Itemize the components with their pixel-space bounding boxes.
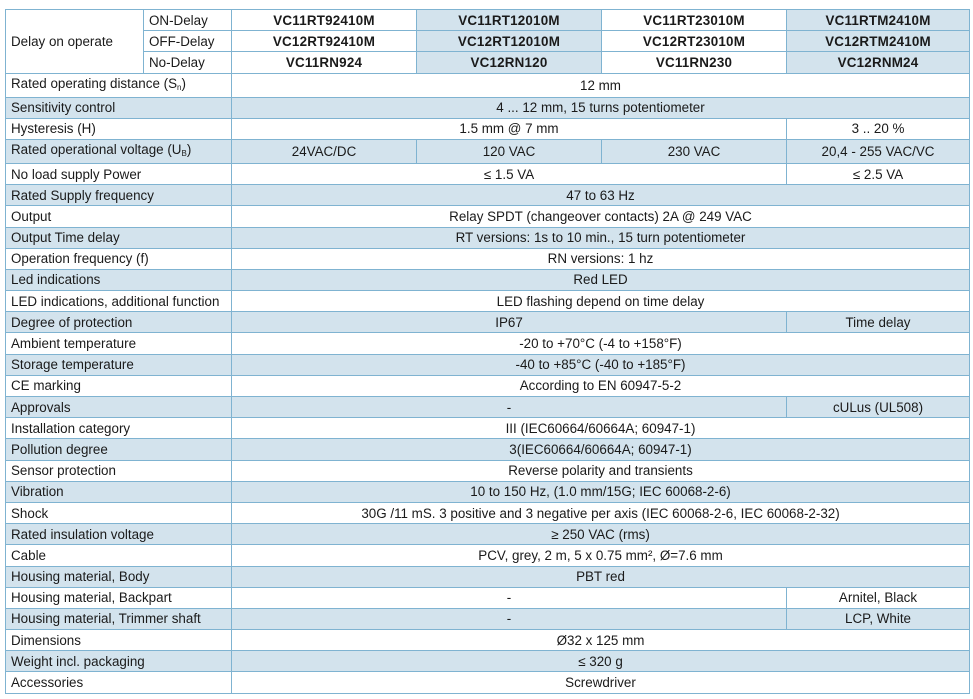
row-label: Storage temperature xyxy=(6,354,232,375)
row-value: 1.5 mm @ 7 mm xyxy=(232,118,787,139)
row-label: Housing material, Body xyxy=(6,566,232,587)
row-value: LED flashing depend on time delay xyxy=(232,291,970,312)
row-value: 24VAC/DC xyxy=(232,139,417,163)
row-value: ≤ 320 g xyxy=(232,651,970,672)
row-value: 3(IEC60664/60664A; 60947-1) xyxy=(232,439,970,460)
corner-label: Delay on operate xyxy=(6,10,144,74)
row-label: Rated operating distance $(S_n)$ xyxy=(6,73,232,97)
table-row xyxy=(6,608,970,629)
row-value: 20,4 - 255 VAC/VC xyxy=(787,139,970,163)
model-cell: VC12RT12010M xyxy=(417,31,602,52)
row-value: -40 to +85°C (-40 to +185°F) xyxy=(232,354,970,375)
row-value: ≤ 1.5 VA xyxy=(232,163,787,184)
row-label: No load supply Power xyxy=(6,163,232,184)
table-row xyxy=(6,545,970,566)
row-value: Relay SPDT (changeover contacts) 2A @ 249 VAC xyxy=(232,206,970,227)
mode-on-delay: ON-Delay xyxy=(144,10,232,31)
row-label: Output Time delay xyxy=(6,227,232,248)
table-row xyxy=(6,587,970,608)
table-row xyxy=(6,630,970,651)
row-label: Degree of protection xyxy=(6,312,232,333)
row-label: Housing material, Trimmer shaft xyxy=(6,608,232,629)
row-value: Red LED xyxy=(232,269,970,290)
table-row xyxy=(6,97,970,118)
table-row xyxy=(6,139,970,163)
model-cell: VC11RTM2410M xyxy=(787,10,970,31)
row-label: Vibration xyxy=(6,481,232,502)
row-value: -20 to +70°C (-4 to +158°F) xyxy=(232,333,970,354)
row-label: Sensitivity control xyxy=(6,97,232,118)
row-label: Housing material, Backpart xyxy=(6,587,232,608)
row-label: Pollution degree xyxy=(6,439,232,460)
mode-off-delay: OFF-Delay xyxy=(144,31,232,52)
row-value-last: LCP, White xyxy=(787,608,970,629)
table-row xyxy=(6,651,970,672)
row-value-last: cULus (UL508) xyxy=(787,397,970,418)
mode-no-delay: No-Delay xyxy=(144,52,232,73)
table-row xyxy=(6,206,970,227)
row-label: Weight incl. packaging xyxy=(6,651,232,672)
table-row xyxy=(6,672,970,693)
model-cell: VC12RT23010M xyxy=(602,31,787,52)
row-label: Led indications xyxy=(6,269,232,290)
table-row xyxy=(6,460,970,481)
row-label: Operation frequency (f) xyxy=(6,248,232,269)
row-value: - xyxy=(232,397,787,418)
row-label: LED indications, additional function xyxy=(6,291,232,312)
header-row-off-delay xyxy=(6,31,970,52)
row-value: IP67 xyxy=(232,312,787,333)
table-row xyxy=(6,118,970,139)
row-label: Hysteresis (H) xyxy=(6,118,232,139)
header-row-on-delay xyxy=(6,10,970,31)
table-row xyxy=(6,291,970,312)
table-row xyxy=(6,375,970,396)
row-label: Rated Supply frequency xyxy=(6,185,232,206)
model-cell: VC12RN120 xyxy=(417,52,602,73)
row-value: III (IEC60664/60664A; 60947-1) xyxy=(232,418,970,439)
row-value: 120 VAC xyxy=(417,139,602,163)
row-value: 12 mm xyxy=(232,73,970,97)
row-label: Installation category xyxy=(6,418,232,439)
table-row xyxy=(6,185,970,206)
row-value: Reverse polarity and transients xyxy=(232,460,970,481)
table-row xyxy=(6,163,970,184)
model-cell: VC11RN230 xyxy=(602,52,787,73)
row-label: Approvals xyxy=(6,397,232,418)
row-value-last: 3 .. 20 % xyxy=(787,118,970,139)
row-label: Dimensions xyxy=(6,630,232,651)
model-cell: VC12RNM24 xyxy=(787,52,970,73)
row-label: Cable xyxy=(6,545,232,566)
row-value: 47 to 63 Hz xyxy=(232,185,970,206)
table-row xyxy=(6,502,970,523)
table-row xyxy=(6,418,970,439)
row-label: Shock xyxy=(6,502,232,523)
table-row xyxy=(6,354,970,375)
row-value: Screwdriver xyxy=(232,672,970,693)
table-row xyxy=(6,269,970,290)
row-value: 230 VAC xyxy=(602,139,787,163)
row-value: - xyxy=(232,608,787,629)
row-value: Ø32 x 125 mm xyxy=(232,630,970,651)
header-row-no-delay xyxy=(6,52,970,73)
row-label: Accessories xyxy=(6,672,232,693)
table-row xyxy=(6,439,970,460)
table-row xyxy=(6,524,970,545)
spec-table xyxy=(5,9,970,694)
row-label: Sensor protection xyxy=(6,460,232,481)
table-row xyxy=(6,481,970,502)
model-cell: VC11RN924 xyxy=(232,52,417,73)
row-label: Output xyxy=(6,206,232,227)
table-row xyxy=(6,248,970,269)
row-value-last: Arnitel, Black xyxy=(787,587,970,608)
row-value: PBT red xyxy=(232,566,970,587)
model-cell: VC12RTM2410M xyxy=(787,31,970,52)
row-value: 30G /11 mS. 3 positive and 3 negative per axis (IEC 60068-2-6, IEC 60068-2-32) xyxy=(232,502,970,523)
row-value: ≥ 250 VAC (rms) xyxy=(232,524,970,545)
row-value: 4 ... 12 mm, 15 turns potentiometer xyxy=(232,97,970,118)
row-value: 10 to 150 Hz, (1.0 mm/15G; IEC 60068-2-6) xyxy=(232,481,970,502)
table-row xyxy=(6,397,970,418)
model-cell: VC12RT92410M xyxy=(232,31,417,52)
row-value-last: ≤ 2.5 VA xyxy=(787,163,970,184)
row-value: RT versions: 1s to 10 min., 15 turn potentiometer xyxy=(232,227,970,248)
table-row xyxy=(6,312,970,333)
row-value: RN versions: 1 hz xyxy=(232,248,970,269)
row-label: Rated insulation voltage xyxy=(6,524,232,545)
table-row xyxy=(6,227,970,248)
row-value-last: Time delay xyxy=(787,312,970,333)
table-row xyxy=(6,566,970,587)
row-value: - xyxy=(232,587,787,608)
model-cell: VC11RT12010M xyxy=(417,10,602,31)
row-label: Ambient temperature xyxy=(6,333,232,354)
model-cell: VC11RT92410M xyxy=(232,10,417,31)
row-label: CE marking xyxy=(6,375,232,396)
table-row xyxy=(6,333,970,354)
row-value: PCV, grey, 2 m, 5 x 0.75 mm², Ø=7.6 mm xyxy=(232,545,970,566)
table-row xyxy=(6,73,970,97)
model-cell: VC11RT23010M xyxy=(602,10,787,31)
row-value: According to EN 60947-5-2 xyxy=(232,375,970,396)
row-label: Rated operational voltage $(U_B)$ xyxy=(6,139,232,163)
